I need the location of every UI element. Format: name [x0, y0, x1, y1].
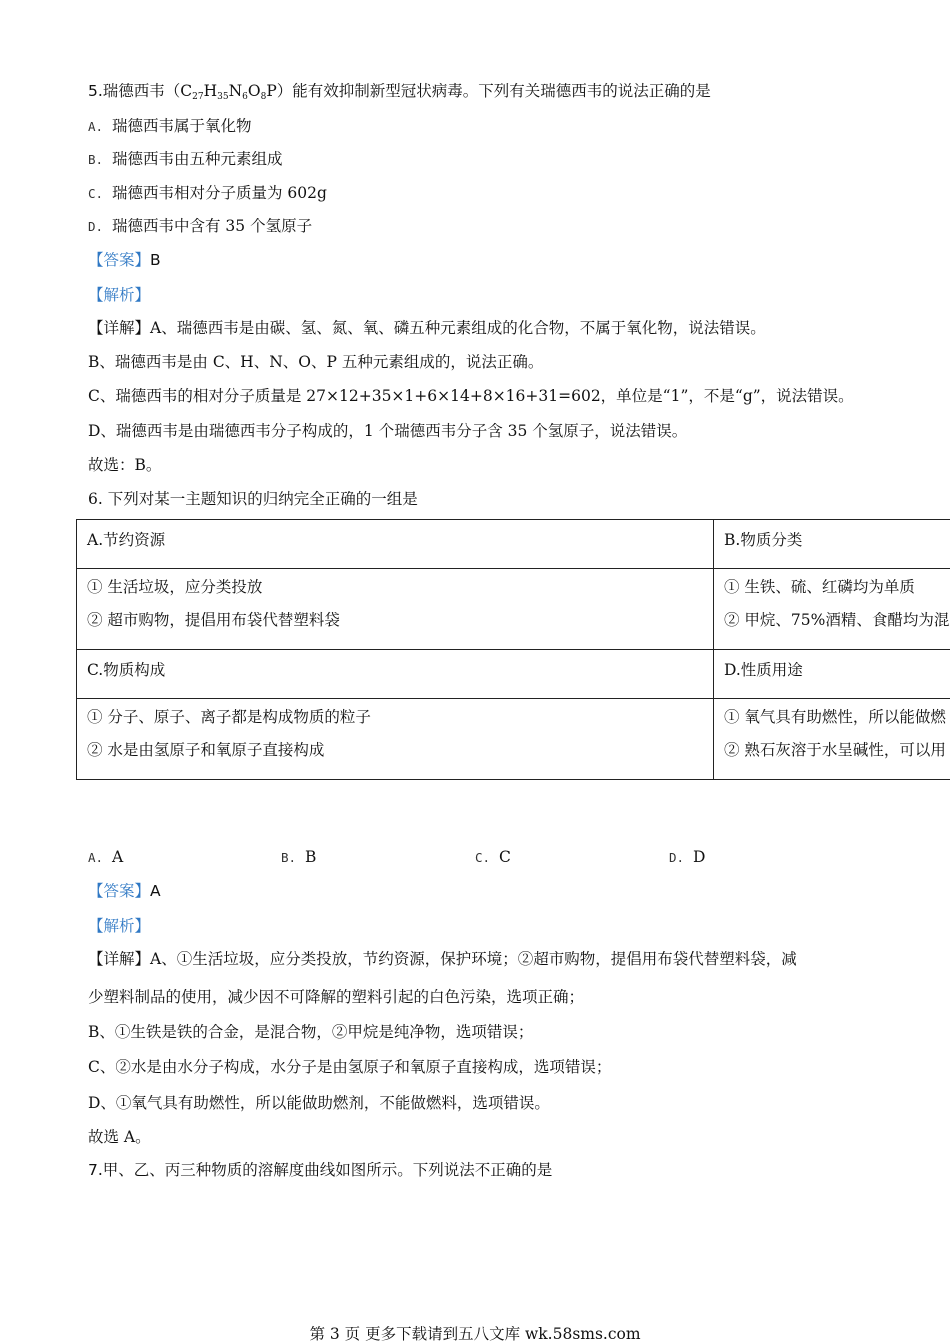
option-mark: D. [88, 219, 104, 234]
q6-choices [88, 846, 868, 868]
answer-value: B [150, 251, 161, 269]
q6-stem: 6. 下列对某一主题知识的归纳完全正确的一组是 [88, 490, 418, 508]
q6-choice-d: D. D [669, 848, 706, 866]
option-mark: A. [88, 119, 104, 134]
table-cell-a-body: ① 生活垃圾，应分类投放 ② 超市购物，提倡用布袋代替塑料袋 [77, 569, 714, 650]
q5-detail-1: 【详解】A、瑞德西韦是由碳、氢、氮、氧、磷五种元素组成的化合物，不属于氧化物，说法错误。 [88, 319, 766, 337]
q6-analysis-tag [88, 915, 150, 937]
q6-choice-c: C. C [475, 848, 511, 866]
page-footer: 第 3 页 更多下载请到五八文库 wk.58sms.com [309, 1325, 641, 1343]
option-text: 瑞德西韦属于氧化物 [112, 117, 252, 135]
q5-analysis-tag [88, 284, 150, 306]
q6-detail-2: 少塑料制品的使用，减少因不可降解的塑料引起的白色污染，选项正确； [88, 988, 585, 1006]
q5-option-d [88, 215, 312, 238]
q7-number: 7 [88, 1161, 98, 1179]
q5-sub-o: 8 [260, 92, 267, 102]
q5-stem: 5.瑞德西韦$(C_{27}H_{35}N_6O_8P)$能有效抑制新型冠状病毒。下列有关瑞德西韦的说法正确的是 [88, 82, 711, 102]
table-cell-d-head: D.性质用途 [714, 650, 950, 699]
option-text: 瑞德西韦相对分子质量为 602g [112, 184, 327, 202]
q6-detail-6: 故选 A。 [88, 1128, 151, 1146]
q6-choice-b: B. B [281, 848, 317, 866]
q5-stem-before: .瑞德西韦（C [97, 82, 193, 100]
q7-stem: 7.甲、乙、丙三种物质的溶解度曲线如图所示。下列说法不正确的是 [88, 1161, 553, 1179]
q5-detail-2: B、瑞德西韦是由 C、H、N、O、P 五种元素组成的，说法正确。 [88, 353, 544, 371]
q6-answer [88, 880, 161, 902]
table-cell-d-body: ① 氧气具有助燃性，所以能做燃 ② 熟石灰溶于水呈碱性，可以用 [714, 699, 950, 780]
q5-option-b [88, 148, 283, 171]
option-text: 瑞德西韦中含有 35 个氢原子 [112, 217, 313, 235]
q6-detail-3: B、①生铁是铁的合金，是混合物，②甲烷是纯净物，选项错误； [88, 1023, 534, 1041]
q5-answer [88, 249, 161, 271]
table-cell-b-body: ① 生铁、硫、红磷均为单质 ② 甲烷、75%酒精、食醋均为混 [714, 569, 950, 650]
q5-stem-after: P）能有效抑制新型冠状病毒。下列有关瑞德西韦的说法正确的是 [266, 82, 711, 100]
table-cell-a-head: A.节约资源 [77, 520, 714, 569]
q5-sub-h: 35 [217, 92, 229, 102]
q5-detail-5: 故选：B。 [88, 456, 162, 474]
answer-tag: 【答案】 [88, 882, 151, 900]
q5-sub-c: 27 [192, 92, 204, 102]
q5-option-a [88, 115, 252, 138]
q6-detail-1: 【详解】A、①生活垃圾，应分类投放，节约资源，保护环境；②超市购物，提倡用布袋代替塑料袋，减 [88, 950, 797, 968]
option-mark: B. [88, 152, 104, 167]
q5-number: 5 [88, 82, 98, 100]
q6-detail-5: D、①氧气具有助燃性，所以能做助燃剂，不能做燃料，选项错误。 [88, 1094, 550, 1112]
q5-option-c [88, 182, 327, 205]
table-cell-b-head: B.物质分类 [714, 520, 950, 569]
option-mark: C. [88, 186, 104, 201]
q6-choice-a: A. A [88, 848, 124, 866]
q5-detail-3: C、瑞德西韦的相对分子质量是 27×12+35×1+6×14+8×16+31=602，单位是“1”，不是“g”，说法错误。 [88, 387, 854, 405]
q5-sub-n: 6 [242, 92, 248, 102]
q5-detail-4: D、瑞德西韦是由瑞德西韦分子构成的，1 个瑞德西韦分子含 35 个氢原子，说法错误。 [88, 422, 688, 440]
answer-value: A [150, 882, 161, 900]
option-text: 瑞德西韦由五种元素组成 [112, 150, 283, 168]
analysis-tag: 【解析】 [88, 286, 151, 304]
answer-tag: 【答案】 [88, 251, 151, 269]
q6-detail-4: C、②水是由水分子构成，水分子是由氢原子和氧原子直接构成，选项错误； [88, 1058, 612, 1076]
analysis-tag: 【解析】 [88, 917, 151, 935]
table-cell-c-head: C.物质构成 [77, 650, 714, 699]
table-cell-c-body: ① 分子、原子、离子都是构成物质的粒子 ② 水是由氢原子和氧原子直接构成 [77, 699, 714, 780]
q6-table [76, 519, 950, 780]
